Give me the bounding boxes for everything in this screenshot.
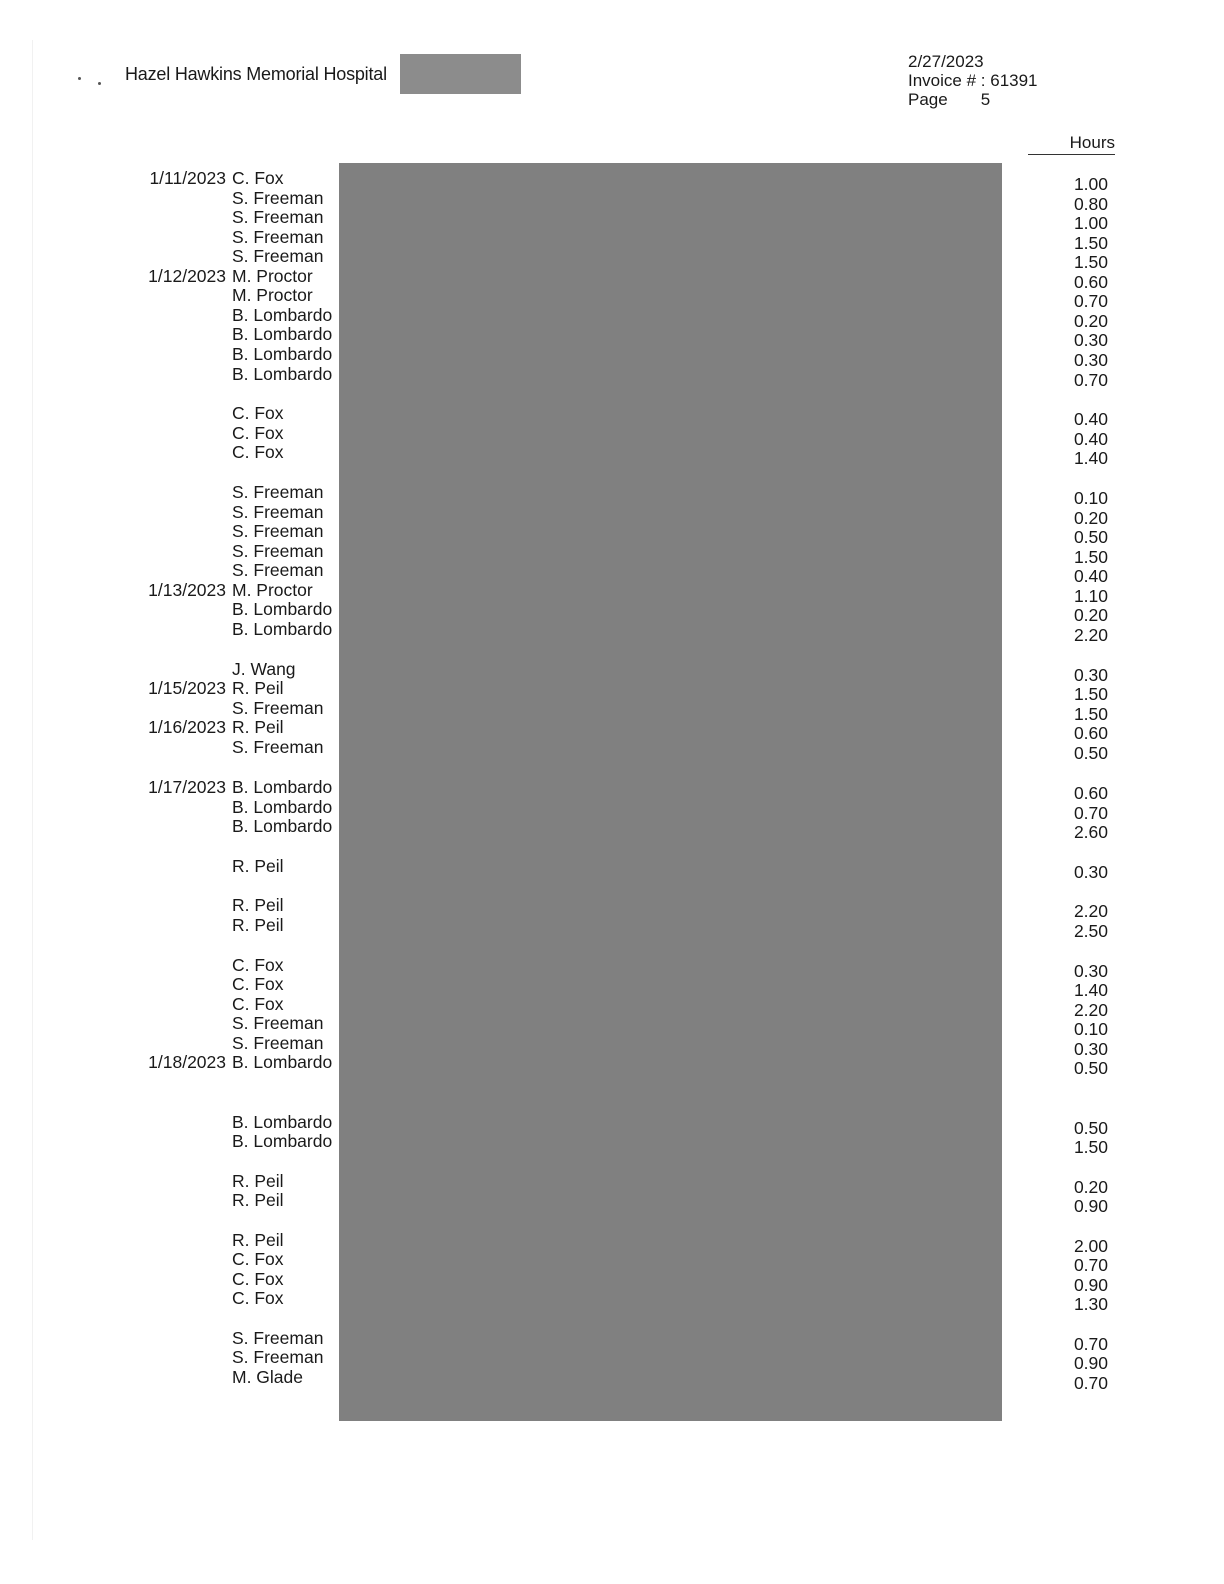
entry-timekeeper: S. Freeman <box>232 482 324 502</box>
entry-timekeeper: M. Proctor <box>232 285 313 305</box>
entry-timekeeper: B. Lombardo <box>232 619 333 639</box>
entry-timekeeper: C. Fox <box>232 1249 284 1269</box>
entry-hours: 1.40 <box>1073 448 1108 468</box>
entry-hours: 1.50 <box>1073 233 1108 253</box>
invoice-meta <box>908 52 1038 109</box>
redaction-box-descriptions <box>339 163 1002 1421</box>
entry-timekeeper: S. Freeman <box>232 698 324 718</box>
entry-hours: 2.20 <box>1073 1000 1108 1020</box>
entry-hours: 1.50 <box>1073 1137 1108 1157</box>
entry-hours: 0.90 <box>1073 1353 1108 1373</box>
entry-hours: 0.50 <box>1073 527 1108 547</box>
entry-timekeeper: B. Lombardo <box>232 777 333 797</box>
scan-edge <box>32 40 33 1540</box>
entry-hours: 0.10 <box>1073 488 1108 508</box>
page-label: Page <box>908 90 948 109</box>
entry-date: 1/17/2023 <box>148 777 226 797</box>
scan-speck <box>98 82 101 85</box>
entry-hours: 1.50 <box>1073 252 1108 272</box>
entry-timekeeper: R. Peil <box>232 915 284 935</box>
invoice-number-label: Invoice # : <box>908 71 986 90</box>
entry-timekeeper: S. Freeman <box>232 541 324 561</box>
entry-hours: 0.70 <box>1073 1373 1108 1393</box>
entry-timekeeper: R. Peil <box>232 856 284 876</box>
entry-date: 1/13/2023 <box>148 580 226 600</box>
entry-timekeeper: C. Fox <box>232 423 284 443</box>
entry-timekeeper: R. Peil <box>232 1171 284 1191</box>
entry-date: 1/18/2023 <box>148 1052 226 1072</box>
entry-hours: 1.00 <box>1073 213 1108 233</box>
entry-timekeeper: S. Freeman <box>232 188 324 208</box>
entry-timekeeper: M. Proctor <box>232 580 313 600</box>
entry-timekeeper: S. Freeman <box>232 1013 324 1033</box>
entry-timekeeper: S. Freeman <box>232 737 324 757</box>
entry-timekeeper: B. Lombardo <box>232 1131 333 1151</box>
entry-timekeeper: B. Lombardo <box>232 305 333 325</box>
entry-hours: 0.20 <box>1073 1177 1108 1197</box>
entry-hours: 1.50 <box>1073 547 1108 567</box>
entry-timekeeper: C. Fox <box>232 1288 284 1308</box>
entry-hours: 0.60 <box>1073 723 1108 743</box>
entry-timekeeper: S. Freeman <box>232 1033 324 1053</box>
entry-timekeeper: B. Lombardo <box>232 1112 333 1132</box>
entry-hours: 0.20 <box>1073 605 1108 625</box>
entry-timekeeper: B. Lombardo <box>232 1052 333 1072</box>
entry-date: 1/16/2023 <box>148 717 226 737</box>
hours-header-underline <box>1028 154 1115 155</box>
entry-timekeeper: B. Lombardo <box>232 599 333 619</box>
entry-date: 1/12/2023 <box>148 266 226 286</box>
entry-timekeeper: J. Wang <box>232 659 296 679</box>
invoice-number-row <box>908 71 1038 90</box>
entry-hours: 0.30 <box>1073 961 1108 981</box>
hospital-name: Hazel Hawkins Memorial Hospital <box>125 64 387 84</box>
entry-timekeeper: B. Lombardo <box>232 797 333 817</box>
page-number: 5 <box>980 90 991 109</box>
entry-timekeeper: C. Fox <box>232 994 284 1014</box>
entry-timekeeper: B. Lombardo <box>232 816 333 836</box>
entry-hours: 2.20 <box>1073 625 1108 645</box>
entry-hours: 1.30 <box>1073 1294 1108 1314</box>
entry-hours: 0.30 <box>1073 665 1108 685</box>
entry-timekeeper: C. Fox <box>232 442 284 462</box>
entry-hours: 2.00 <box>1073 1236 1108 1256</box>
entry-hours: 0.70 <box>1073 803 1108 823</box>
entry-timekeeper: S. Freeman <box>232 1347 324 1367</box>
entry-timekeeper: C. Fox <box>232 1269 284 1289</box>
entry-hours: 0.70 <box>1073 291 1108 311</box>
entry-hours: 0.50 <box>1073 1058 1108 1078</box>
hours-column-header: Hours <box>1069 133 1115 152</box>
entry-hours: 0.10 <box>1073 1019 1108 1039</box>
entry-timekeeper: S. Freeman <box>232 502 324 522</box>
entry-hours: 0.40 <box>1073 566 1108 586</box>
entry-timekeeper: S. Freeman <box>232 207 324 227</box>
entry-hours: 0.30 <box>1073 330 1108 350</box>
entry-timekeeper: S. Freeman <box>232 227 324 247</box>
entry-timekeeper: B. Lombardo <box>232 324 333 344</box>
entry-hours: 0.40 <box>1073 409 1108 429</box>
entry-hours: 0.40 <box>1073 429 1108 449</box>
entry-timekeeper: C. Fox <box>232 168 284 188</box>
entry-hours: 1.10 <box>1073 586 1108 606</box>
entry-timekeeper: M. Glade <box>232 1367 303 1387</box>
entry-timekeeper: S. Freeman <box>232 1328 324 1348</box>
entry-date: 1/15/2023 <box>148 678 226 698</box>
entry-timekeeper: M. Proctor <box>232 266 313 286</box>
entry-hours: 0.60 <box>1073 272 1108 292</box>
entry-timekeeper: S. Freeman <box>232 246 324 266</box>
entry-date: 1/11/2023 <box>149 168 226 188</box>
entry-hours: 1.50 <box>1073 704 1108 724</box>
scan-speck <box>78 77 81 80</box>
entry-hours: 1.50 <box>1073 684 1108 704</box>
entry-hours: 1.00 <box>1073 174 1108 194</box>
page-number-row <box>908 90 1038 109</box>
entry-hours: 0.50 <box>1073 743 1108 763</box>
entry-timekeeper: R. Peil <box>232 895 284 915</box>
entry-hours: 2.20 <box>1073 901 1108 921</box>
entry-hours: 0.60 <box>1073 783 1108 803</box>
entry-hours: 0.90 <box>1073 1196 1108 1216</box>
entry-hours: 0.70 <box>1073 1334 1108 1354</box>
entry-hours: 1.40 <box>1073 980 1108 1000</box>
entry-hours: 0.50 <box>1073 1118 1108 1138</box>
entry-timekeeper: C. Fox <box>232 403 284 423</box>
redaction-box-header <box>400 54 521 94</box>
entry-timekeeper: R. Peil <box>232 678 284 698</box>
entry-timekeeper: R. Peil <box>232 1190 284 1210</box>
entry-hours: 0.30 <box>1073 1039 1108 1059</box>
entry-timekeeper: B. Lombardo <box>232 364 333 384</box>
entry-timekeeper: B. Lombardo <box>232 344 333 364</box>
entry-timekeeper: C. Fox <box>232 974 284 994</box>
entry-timekeeper: S. Freeman <box>232 560 324 580</box>
entry-hours: 0.70 <box>1073 1255 1108 1275</box>
entry-hours: 0.30 <box>1073 350 1108 370</box>
entry-hours: 0.20 <box>1073 311 1108 331</box>
entry-hours: 0.30 <box>1073 862 1108 882</box>
entry-hours: 0.20 <box>1073 508 1108 528</box>
entry-hours: 2.50 <box>1073 921 1108 941</box>
invoice-date: 2/27/2023 <box>908 52 984 71</box>
entry-hours: 0.80 <box>1073 194 1108 214</box>
entry-timekeeper: R. Peil <box>232 717 284 737</box>
entry-timekeeper: S. Freeman <box>232 521 324 541</box>
entry-timekeeper: R. Peil <box>232 1230 284 1250</box>
entry-timekeeper: C. Fox <box>232 955 284 975</box>
entry-hours: 0.90 <box>1073 1275 1108 1295</box>
invoice-number: 61391 <box>990 71 1038 90</box>
entry-hours: 0.70 <box>1073 370 1108 390</box>
entry-hours: 2.60 <box>1073 822 1108 842</box>
